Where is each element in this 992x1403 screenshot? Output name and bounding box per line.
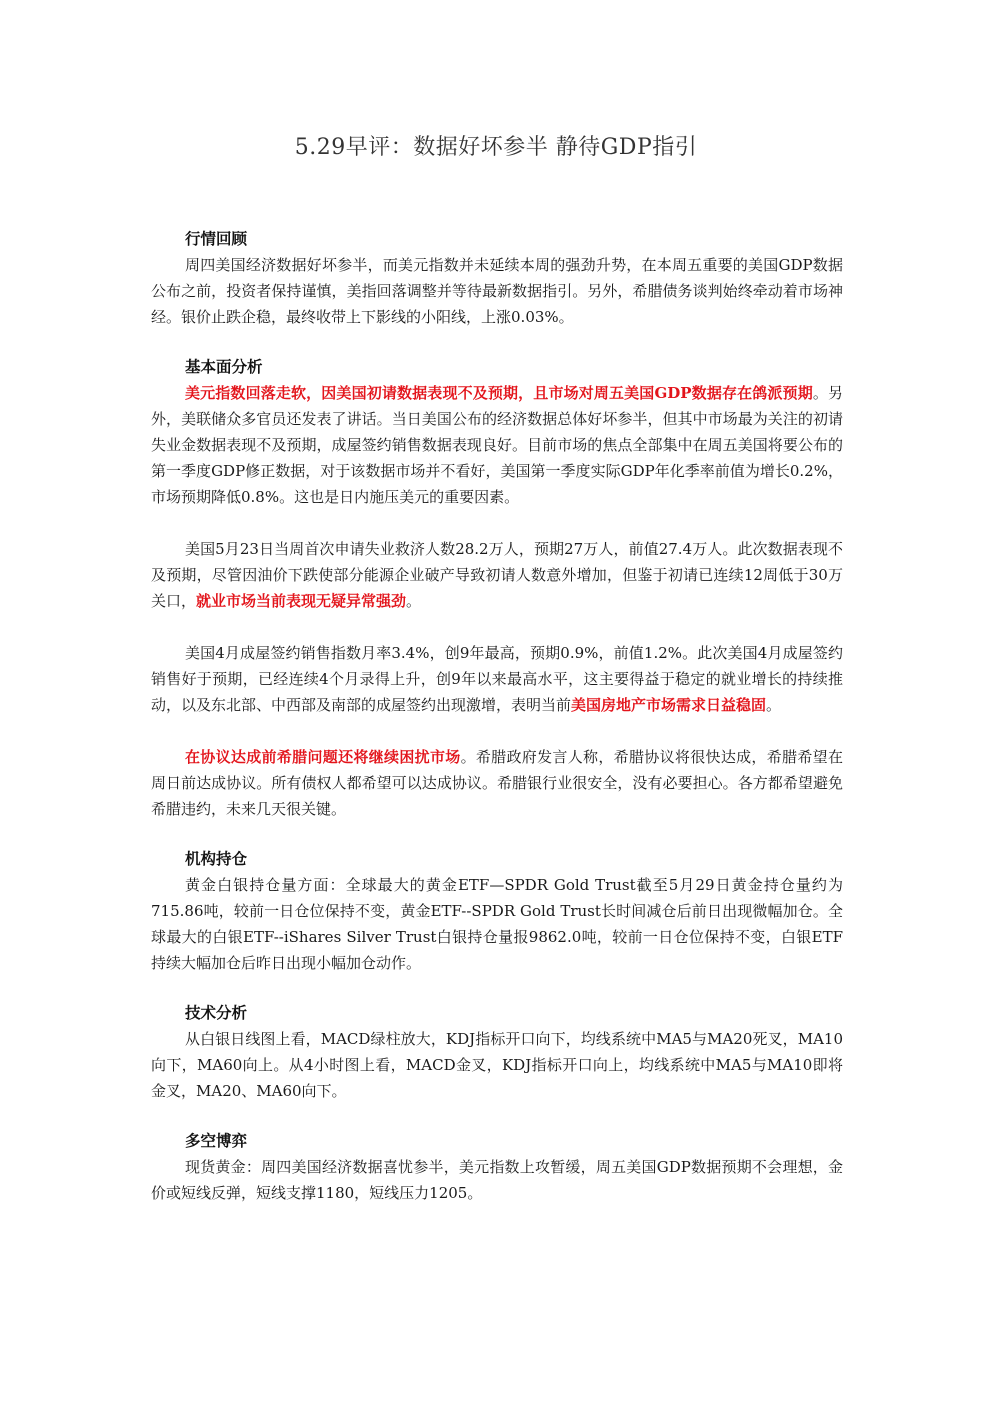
section bbox=[151, 1000, 843, 1104]
body-text: 现货黄金：周四美国经济数据喜忧参半，美元指数上攻暂缓，周五美国GDP数据预期不会理想，金价或短线反弹，短线支撑1180，短线压力1205。 bbox=[151, 1158, 843, 1202]
section bbox=[151, 354, 843, 822]
body-text: 周四美国经济数据好坏参半，而美元指数并未延续本周的强劲升势，在本周五重要的美国GDP数据公布之前，投资者保持谨慎，美指回落调整并等待最新数据指引。另外，希腊债务谈判始终牵动着市场神经。银价止跌企稳，最终收带上下影线的小阳线，上涨0.03%。 bbox=[151, 256, 843, 326]
section-heading: 基本面分析 bbox=[185, 357, 263, 376]
emphasis-text: 在协议达成前希腊问题还将继续困扰市场 bbox=[185, 748, 461, 766]
body-text: 从白银日线图上看，MACD绿柱放大，KDJ指标开口向下，均线系统中MA5与MA20死叉，MA10向下，MA60向上。从4小时图上看，MACD金叉，KDJ指标开口向上，均线系统中MA5与MA10即将金叉，MA20、MA60向下。 bbox=[151, 1030, 843, 1100]
body-text: 。 bbox=[766, 696, 782, 714]
body-text: 。 bbox=[406, 592, 422, 610]
emphasis-text: 美元指数回落走软，因美国初请数据表现不及预期，且市场对周五美国GDP数据存在鸽派预期 bbox=[185, 384, 813, 402]
body-text: 美国5月23日当周首次申请失业救济人数28.2万人，预期27万人，前值27.4万人。此次数据表现不及预期，尽管因油价下跌使部分能源企业破产导致初请人数意外增加，但鉴于初请已连续12周低于30万关口， bbox=[151, 540, 843, 610]
section-heading: 行情回顾 bbox=[185, 229, 248, 248]
paragraph bbox=[151, 252, 843, 330]
paragraph bbox=[151, 536, 843, 614]
section bbox=[151, 1128, 843, 1206]
paragraph bbox=[151, 1154, 843, 1206]
paragraph bbox=[151, 872, 843, 976]
section-heading: 多空博弈 bbox=[185, 1131, 248, 1150]
section bbox=[151, 226, 843, 330]
document-title: 5.29早评：数据好坏参半 静待GDP指引 bbox=[294, 135, 698, 160]
paragraph bbox=[151, 640, 843, 718]
emphasis-text: 就业市场当前表现无疑异常强劲 bbox=[196, 592, 407, 610]
paragraph bbox=[151, 1026, 843, 1104]
body-text: 黄金白银持仓量方面：全球最大的黄金ETF—SPDR Gold Trust截至5月29日黄金持仓量约为715.86吨，较前一日仓位保持不变，黄金ETF--SPDR Gold Trust长时间减仓后前日出现微幅加仓。全球最大的白银ETF--iShares Silver Trust白银持仓量报9862.0吨，较前一日仓位保持不变，白银ETF持续大幅加仓后昨日出现小幅加仓动作。 bbox=[151, 876, 843, 972]
paragraph bbox=[151, 744, 843, 822]
section bbox=[151, 846, 843, 976]
paragraph bbox=[151, 380, 843, 510]
document-body bbox=[151, 226, 843, 1230]
emphasis-text: 美国房地产市场需求日益稳固 bbox=[571, 696, 767, 714]
body-text: 。另外，美联储众多官员还发表了讲话。当日美国公布的经济数据总体好坏参半，但其中市场最为关注的初请失业金数据表现不及预期，成屋签约销售数据表现良好。目前市场的焦点全部集中在周五美国将要公布的第一季度GDP修正数据，对于该数据市场并不看好，美国第一季度实际GDP年化季率前值为增长0.2%，市场预期降低0.8%。这也是日内施压美元的重要因素。 bbox=[151, 384, 843, 506]
section-heading: 机构持仓 bbox=[185, 849, 248, 868]
section-heading: 技术分析 bbox=[185, 1003, 248, 1022]
body-text: 。希腊政府发言人称，希腊协议将很快达成，希腊希望在周日前达成协议。所有债权人都希望可以达成协议。希腊银行业很安全，没有必要担心。各方都希望避免希腊违约，未来几天很关键。 bbox=[151, 748, 843, 818]
body-text: 美国4月成屋签约销售指数月率3.4%，创9年最高，预期0.9%，前值1.2%。此次美国4月成屋签约销售好于预期，已经连续4个月录得上升，创9年以来最高水平，这主要得益于稳定的就业增长的持续推动，以及东北部、中西部及南部的成屋签约出现激增，表明当前 bbox=[151, 644, 843, 714]
